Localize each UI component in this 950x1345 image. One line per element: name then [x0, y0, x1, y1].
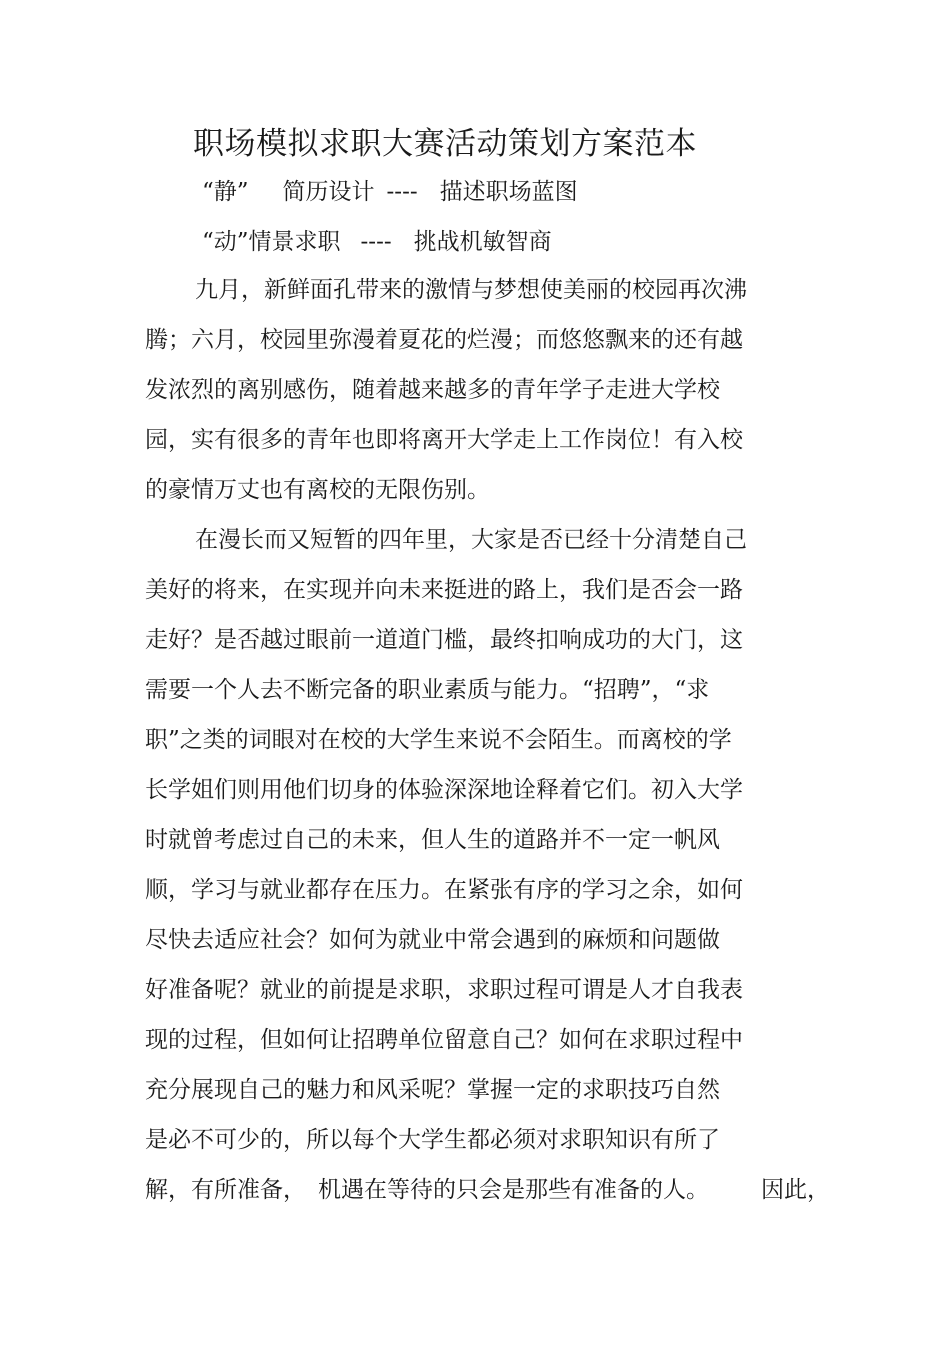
body-line: 顺，学习与就业都存在压力。在紧张有序的学习之余，如何 [145, 877, 743, 903]
subtitle-1-part-c: ---- [386, 179, 418, 205]
body-line: 在漫长而又短暂的四年里，大家是否已经十分清楚自己 [195, 527, 747, 553]
body-line: 腾；六月，校园里弥漫着夏花的烂漫；而悠悠飘来的还有越 [145, 327, 743, 353]
body-line: 走好？是否越过眼前一道道门槛，最终扣响成功的大门，这 [145, 627, 743, 653]
body-line: 需要一个人去不断完备的职业素质与能力。“招聘”，“求 [145, 677, 710, 703]
body-line: 现的过程，但如何让招聘单位留意自己？如何在求职过程中 [145, 1027, 743, 1053]
body-line: 美好的将来，在实现并向未来挺进的路上，我们是否会一路 [145, 577, 743, 603]
subtitle-1-part-a: “静” [202, 179, 249, 205]
subtitle-1-part-d: 描述职场蓝图 [439, 179, 578, 205]
body-last-line [145, 1174, 830, 1206]
body-line: 时就曾考虑过自己的未来，但人生的道路并不一定一帆风 [145, 827, 720, 853]
body-line: 充分展现自己的魅力和风采呢？掌握一定的求职技巧自然 [145, 1077, 720, 1103]
subtitle-2-part-c: 挑战机敏智商 [413, 229, 552, 255]
body-line: 长学姐们则用他们切身的体验深深地诠释着它们。初入大学 [145, 777, 743, 803]
body-line: 发浓烈的离别感伤，随着越来越多的青年学子走进大学校 [145, 377, 720, 403]
body-line: 尽快去适应社会？如何为就业中常会遇到的麻烦和问题做 [145, 927, 720, 953]
last-line-part-c: 因此， [761, 1177, 830, 1203]
body-line: 是必不可少的，所以每个大学生都必须对求职知识有所了 [145, 1127, 720, 1153]
body-line: 职”之类的词眼对在校的大学生来说不会陌生。而离校的学 [145, 727, 732, 753]
last-line-part-a: 解，有所准备， [145, 1177, 306, 1203]
body-line: 的豪情万丈也有离校的无限伤别。 [145, 477, 490, 503]
body-line: 好准备呢？就业的前提是求职，求职过程可谓是人才自我表 [145, 977, 743, 1003]
document-title: 职场模拟求职大赛活动策划方案范本 [193, 126, 697, 162]
subtitle-1-part-b: 简历设计 [282, 179, 375, 205]
subtitle-2-part-b: ---- [360, 229, 392, 255]
body-line: 园，实有很多的青年也即将离开大学走上工作岗位！有入校 [145, 427, 743, 453]
subtitle-situational-job-hunting [202, 226, 552, 258]
subtitle-resume-design [202, 176, 578, 208]
body-line: 九月，新鲜面孔带来的激情与梦想使美丽的校园再次沸 [195, 277, 747, 303]
subtitle-2-part-a: “动”情景求职 [202, 229, 341, 255]
last-line-part-b: 机遇在等待的只会是那些有准备的人。 [318, 1177, 709, 1203]
